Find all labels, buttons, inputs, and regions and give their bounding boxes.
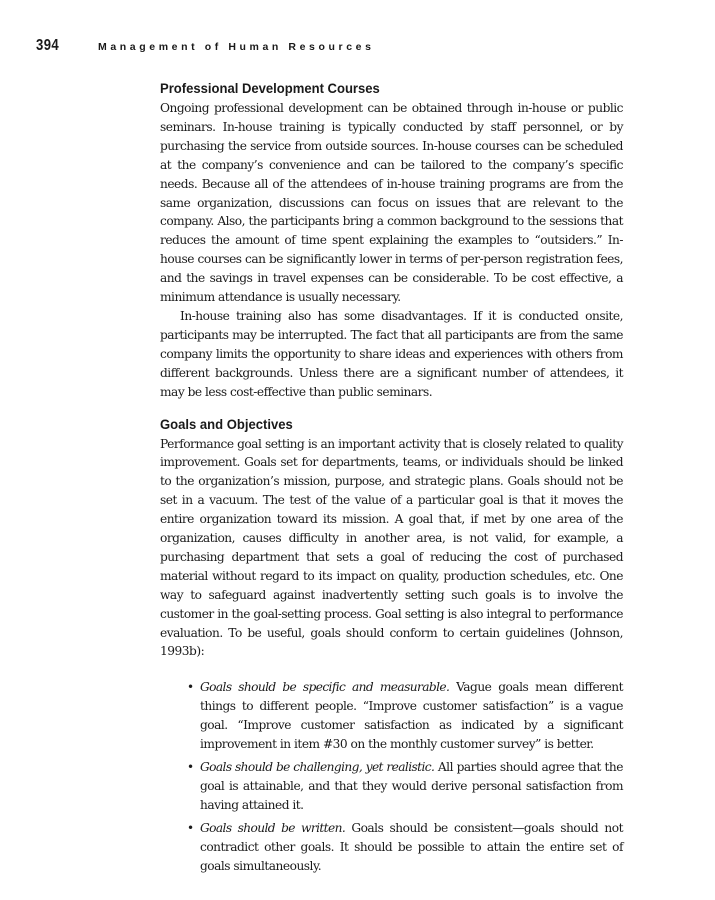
body-paragraph: In-house training also has some disadvantages. If it is conducted onsite, participants may be interrupted. The fact that all participants are from the same company limits the opportunity to share ideas and experiences with others from different backgrounds. Unless there are a significant number of attendees, it may be less cost-effective than public seminars. — [160, 308, 623, 399]
guideline-lead: Goals should be written. — [200, 820, 346, 835]
page-body — [160, 80, 623, 879]
section-goals-objectives — [160, 416, 623, 876]
list-item — [187, 678, 623, 754]
bullet-icon: • — [187, 820, 194, 835]
guideline-lead: Goals should be challenging, yet realistic. — [200, 760, 435, 774]
page-header — [36, 37, 375, 55]
guideline-lead: Goals should be specific and measurable. — [200, 680, 450, 695]
section-professional-development — [160, 80, 623, 402]
section-heading: Goals and Objectives — [160, 416, 293, 433]
section-heading: Professional Development Courses — [160, 81, 380, 97]
page-number: 394 — [36, 37, 60, 54]
list-item — [187, 819, 623, 876]
guideline-text: Vague goals mean different things to different people. “Improve customer satisfaction” is a vague goal. “Improve customer satisfaction as indicated by a significant improvement in item #30 on the monthly customer survey” is better. — [200, 680, 623, 752]
body-paragraph: Ongoing professional development can be obtained through in-house or public seminars. In-house training is typically conducted by staff personnel, or by purchasing the service from outside sources. In-house courses can be scheduled at the company’s convenience and can be tailored to the company’s specific needs. Because all of the attendees of in-house training programs are from the same organization, discussions can focus on issues that are relevant to the company. Also, the participants bring a common background to the sessions that reduces the amount of time spent explaining the examples to “outsiders.” In-house courses can be significantly lower in terms of per-person registration fees, and the savings in travel expenses can be considerable. To be cost effective, a minimum attendance is usually necessary. — [160, 101, 623, 305]
bullet-icon: • — [187, 680, 194, 695]
guideline-text: Goals should be consistent—goals should not contradict other goals. It should be possible to attain the entire set of goals simultaneously. — [200, 820, 623, 873]
bullet-icon: • — [187, 760, 194, 774]
list-item — [187, 758, 623, 815]
running-head: Management of Human Resources — [98, 41, 375, 53]
body-paragraph: Performance goal setting is an important activity that is closely related to quality improvement. Goals set for departments, teams, or individuals should be linked to the organization’s mission, purpose, and strategic plans. Goals should not be set in a vacuum. The test of the value of a particular goal is that it moves the entire organization toward its mission. A goal that, if met by one area of the organization, causes difficulty in another area, is not valid, for example, a purchasing department that sets a goal of reducing the cost of purchased material without regard to its impact on quality, production schedules, etc. One way to safeguard against inadvertently setting such goals is to involve the customer in the goal-setting process. Goal setting is also integral to performance evaluation. To be useful, goals should conform to certain guidelines (Johnson, 1993b): — [160, 436, 623, 659]
guidelines-list — [160, 678, 623, 875]
guideline-text: All parties should agree that the goal is attainable, and that they would derive personal satisfaction from having attained it. — [200, 760, 623, 812]
